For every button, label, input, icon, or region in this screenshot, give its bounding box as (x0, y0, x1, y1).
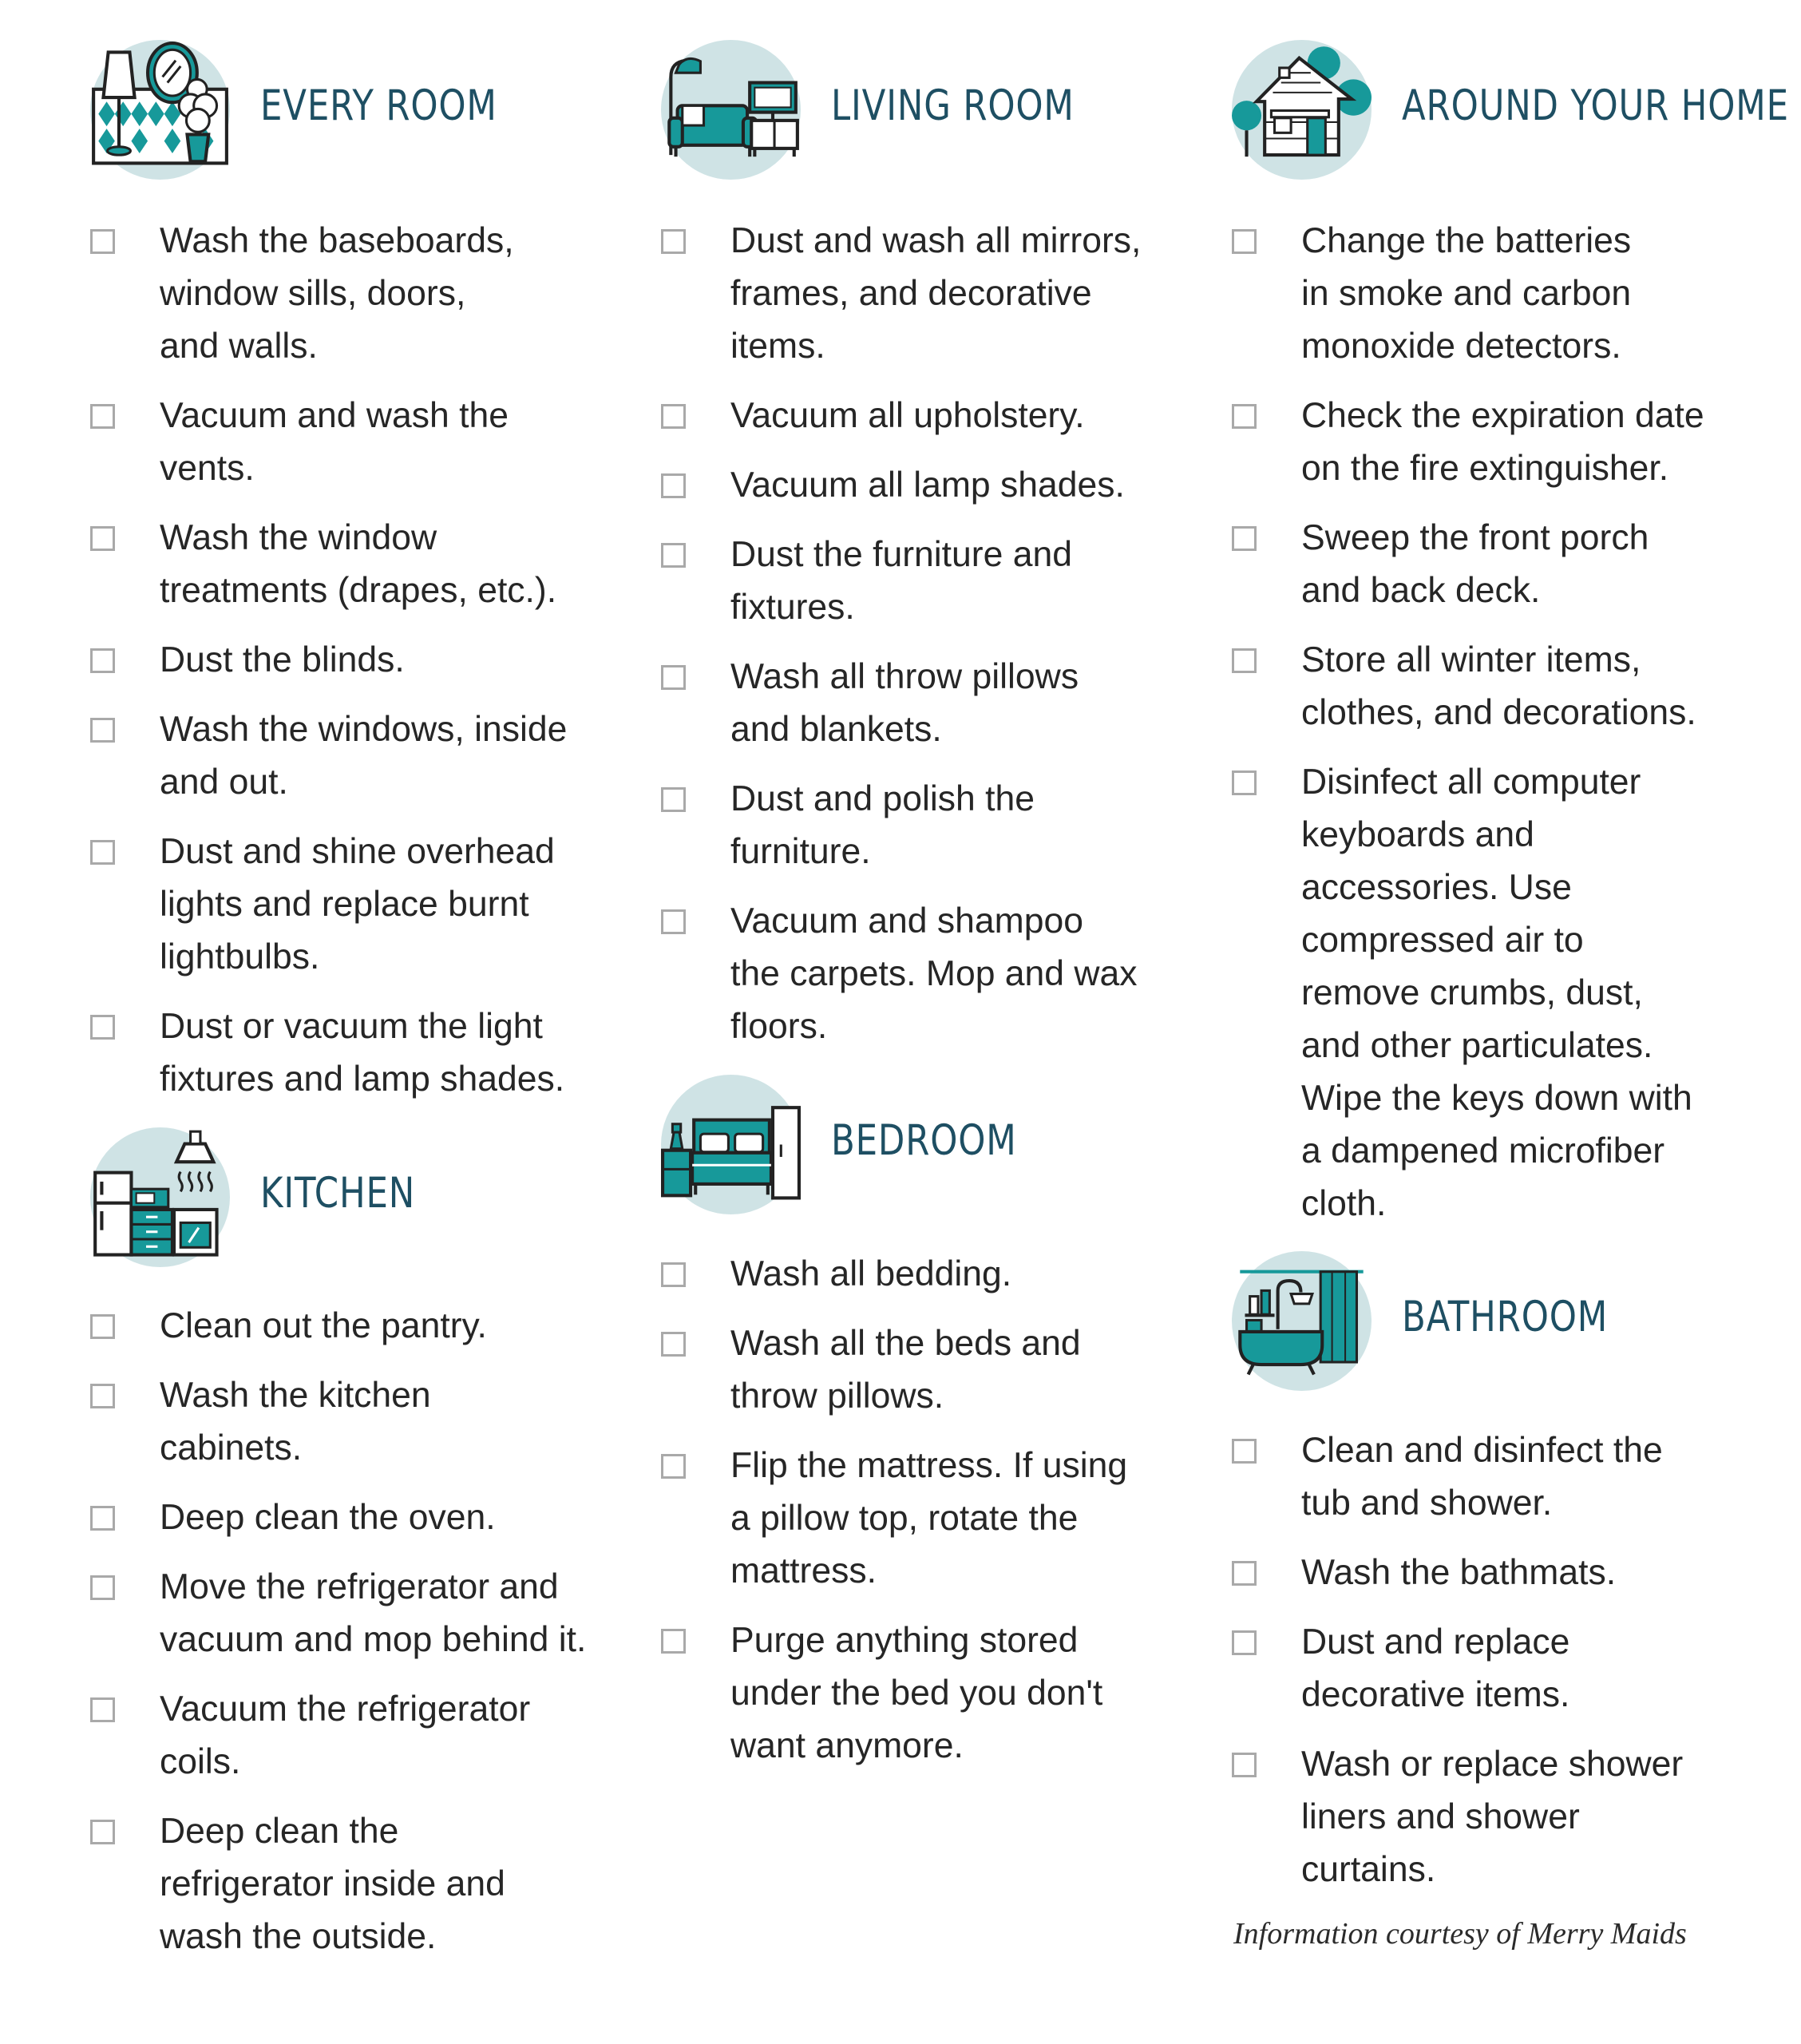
section-header (1232, 1251, 1783, 1391)
kitchen-icon (90, 1127, 230, 1267)
checklist-item (661, 651, 1180, 756)
checkbox[interactable] (90, 1820, 115, 1844)
checklist (661, 215, 1180, 1053)
section-title: BATHROOM (1402, 1293, 1609, 1341)
living-space-icon (90, 40, 230, 180)
checklist-item-label: Deep clean the refrigerator inside and wash the outside. (160, 1812, 505, 1956)
checklist-item-label: Store all winter items, clothes, and decorations. (1301, 640, 1696, 732)
checklist-item (90, 1000, 609, 1106)
living-room-icon (661, 40, 801, 180)
checkbox[interactable] (90, 229, 115, 254)
checklist-item-label: Vacuum and wash the vents. (160, 396, 509, 488)
checkbox[interactable] (90, 718, 115, 743)
section-title: EVERY ROOM (260, 81, 497, 130)
checklist-item (1232, 1424, 1783, 1530)
checklist-item-label: Dust and polish the furniture. (730, 779, 1035, 871)
checklist (1232, 215, 1783, 1230)
checklist-item (1232, 1616, 1783, 1721)
checklist-item-label: Dust the blinds. (160, 640, 405, 679)
checklist-item-label: Dust and shine overhead lights and replace burnt lightbulbs. (160, 832, 555, 976)
checklist-item (1232, 512, 1783, 617)
checkbox[interactable] (90, 648, 115, 673)
section-title: LIVING ROOM (831, 81, 1075, 130)
bedroom-icon (661, 1075, 801, 1214)
checkbox[interactable] (661, 543, 686, 568)
checklist-item (661, 529, 1180, 634)
checkbox[interactable] (90, 1506, 115, 1531)
checklist-item (1232, 756, 1783, 1230)
checklist-item-label: Dust and wash all mirrors, frames, and decorative items. (730, 221, 1142, 366)
section-every-room (90, 40, 609, 1123)
checklist-item (1232, 1547, 1783, 1599)
checkbox[interactable] (1232, 1561, 1257, 1586)
checklist-item-label: Wash the kitchen cabinets. (160, 1376, 431, 1468)
checkbox[interactable] (661, 787, 686, 812)
section-header (90, 1127, 609, 1267)
checklist (90, 1300, 609, 1963)
checkbox[interactable] (90, 1314, 115, 1339)
checkbox[interactable] (1232, 1630, 1257, 1655)
checklist-item (90, 390, 609, 495)
bathtub-icon (1232, 1251, 1372, 1391)
checklist-item-label: Wash the windows, inside and out. (160, 710, 568, 802)
section-title: BEDROOM (831, 1116, 1017, 1165)
checklist-item (90, 703, 609, 809)
checklist-item-label: Sweep the front porch and back deck. (1301, 518, 1649, 610)
checklist-item (661, 773, 1180, 878)
checklist-item-label: Check the expiration date on the fire extinguisher. (1301, 396, 1704, 488)
section-bedroom (661, 1075, 1180, 1789)
checkbox[interactable] (1232, 648, 1257, 673)
checklist-item-label: Purge anything stored under the bed you don't want anymore. (730, 1621, 1103, 1765)
checklist-item (90, 1491, 609, 1544)
checkbox[interactable] (661, 404, 686, 429)
checkbox[interactable] (661, 473, 686, 498)
checklist-item (661, 1614, 1180, 1773)
checkbox[interactable] (1232, 1439, 1257, 1464)
checklist-item-label: Vacuum all upholstery. (730, 396, 1085, 435)
section-header (661, 40, 1180, 180)
checklist-item (90, 1300, 609, 1353)
checklist-item-label: Vacuum and shampoo the carpets. Mop and wax floors. (730, 901, 1138, 1046)
checkbox[interactable] (661, 1454, 686, 1479)
checklist-item (90, 826, 609, 984)
section-header (661, 1075, 1180, 1214)
checkbox[interactable] (90, 840, 115, 865)
source-credit: Information courtesy of Merry Maids (1233, 1917, 1687, 1951)
checklist-item (661, 215, 1180, 373)
checklist-item (90, 1683, 609, 1788)
checklist-item (661, 1317, 1180, 1423)
section-title: KITCHEN (260, 1169, 416, 1218)
checklist-item-label: Wash all bedding. (730, 1254, 1012, 1293)
checkbox[interactable] (90, 404, 115, 429)
checklist-item-label: Wash the baseboards, window sills, doors, and walls. (160, 221, 514, 366)
checkbox[interactable] (1232, 770, 1257, 795)
checklist-item-label: Disinfect all computer keyboards and accessories. Use compressed air to remove crumbs, dust, and other particulates. Wipe the keys down with a dampened microfiber cloth. (1301, 763, 1692, 1223)
section-living-room (661, 40, 1180, 1070)
checklist (1232, 1424, 1783, 1896)
checklist-item (661, 1248, 1180, 1301)
checkbox[interactable] (661, 1629, 686, 1654)
checkbox[interactable] (1232, 1753, 1257, 1777)
section-bathroom (1232, 1251, 1783, 1913)
checklist-item (90, 215, 609, 373)
checklist-item (661, 390, 1180, 442)
checklist-item (90, 512, 609, 617)
checklist (90, 215, 609, 1106)
checklist-item (90, 1561, 609, 1666)
checklist-item (90, 1369, 609, 1475)
checkbox[interactable] (661, 1332, 686, 1357)
section-around-your-home (1232, 40, 1789, 1247)
section-header (90, 40, 609, 180)
section-header (1232, 40, 1789, 180)
checklist-item (661, 1440, 1180, 1598)
checklist-item (1232, 390, 1783, 495)
checklist-item-label: Vacuum all lamp shades. (730, 465, 1125, 505)
checklist-item-label: Wash the bathmats. (1301, 1553, 1617, 1592)
checklist-item-label: Flip the mattress. If using a pillow top, rotate the mattress. (730, 1446, 1128, 1590)
checkbox[interactable] (661, 229, 686, 254)
checklist (661, 1248, 1180, 1773)
checklist-item (90, 1805, 609, 1963)
checklist-item (661, 895, 1180, 1053)
checklist-item (90, 634, 609, 687)
checklist-item-label: Clean out the pantry. (160, 1306, 487, 1345)
checklist-item-label: Move the refrigerator and vacuum and mop behind it. (160, 1567, 587, 1659)
checklist-item-label: Dust and replace decorative items. (1301, 1622, 1570, 1714)
checkbox[interactable] (90, 1384, 115, 1408)
checkbox[interactable] (90, 1575, 115, 1600)
checkbox[interactable] (661, 1262, 686, 1287)
checklist-item (1232, 215, 1783, 373)
checkbox[interactable] (90, 1015, 115, 1040)
checklist-item (661, 459, 1180, 512)
checklist-item-label: Vacuum the refrigerator coils. (160, 1689, 531, 1781)
section-kitchen (90, 1127, 609, 1980)
checkbox[interactable] (661, 909, 686, 934)
checklist-item (1232, 634, 1783, 739)
checkbox[interactable] (1232, 229, 1257, 254)
checklist-item-label: Wash the window treatments (drapes, etc.). (160, 518, 557, 610)
checkbox[interactable] (1232, 526, 1257, 551)
house-icon (1232, 40, 1372, 180)
checkbox[interactable] (90, 1697, 115, 1722)
checklist-item-label: Clean and disinfect the tub and shower. (1301, 1431, 1663, 1523)
checklist-item-label: Wash all the beds and throw pillows. (730, 1324, 1081, 1416)
checklist-item-label: Change the batteries in smoke and carbon monoxide detectors. (1301, 221, 1632, 366)
checkbox[interactable] (661, 665, 686, 690)
checklist-item-label: Wash all throw pillows and blankets. (730, 657, 1079, 749)
checkbox[interactable] (90, 526, 115, 551)
checklist-item-label: Deep clean the oven. (160, 1498, 496, 1537)
checklist-item-label: Wash or replace shower liners and shower curtains. (1301, 1745, 1684, 1889)
checklist-item (1232, 1738, 1783, 1896)
checkbox[interactable] (1232, 404, 1257, 429)
checklist-item-label: Dust or vacuum the light fixtures and lamp shades. (160, 1007, 565, 1099)
section-title: AROUND YOUR HOME (1402, 81, 1789, 130)
checklist-item-label: Dust the furniture and fixtures. (730, 535, 1072, 627)
